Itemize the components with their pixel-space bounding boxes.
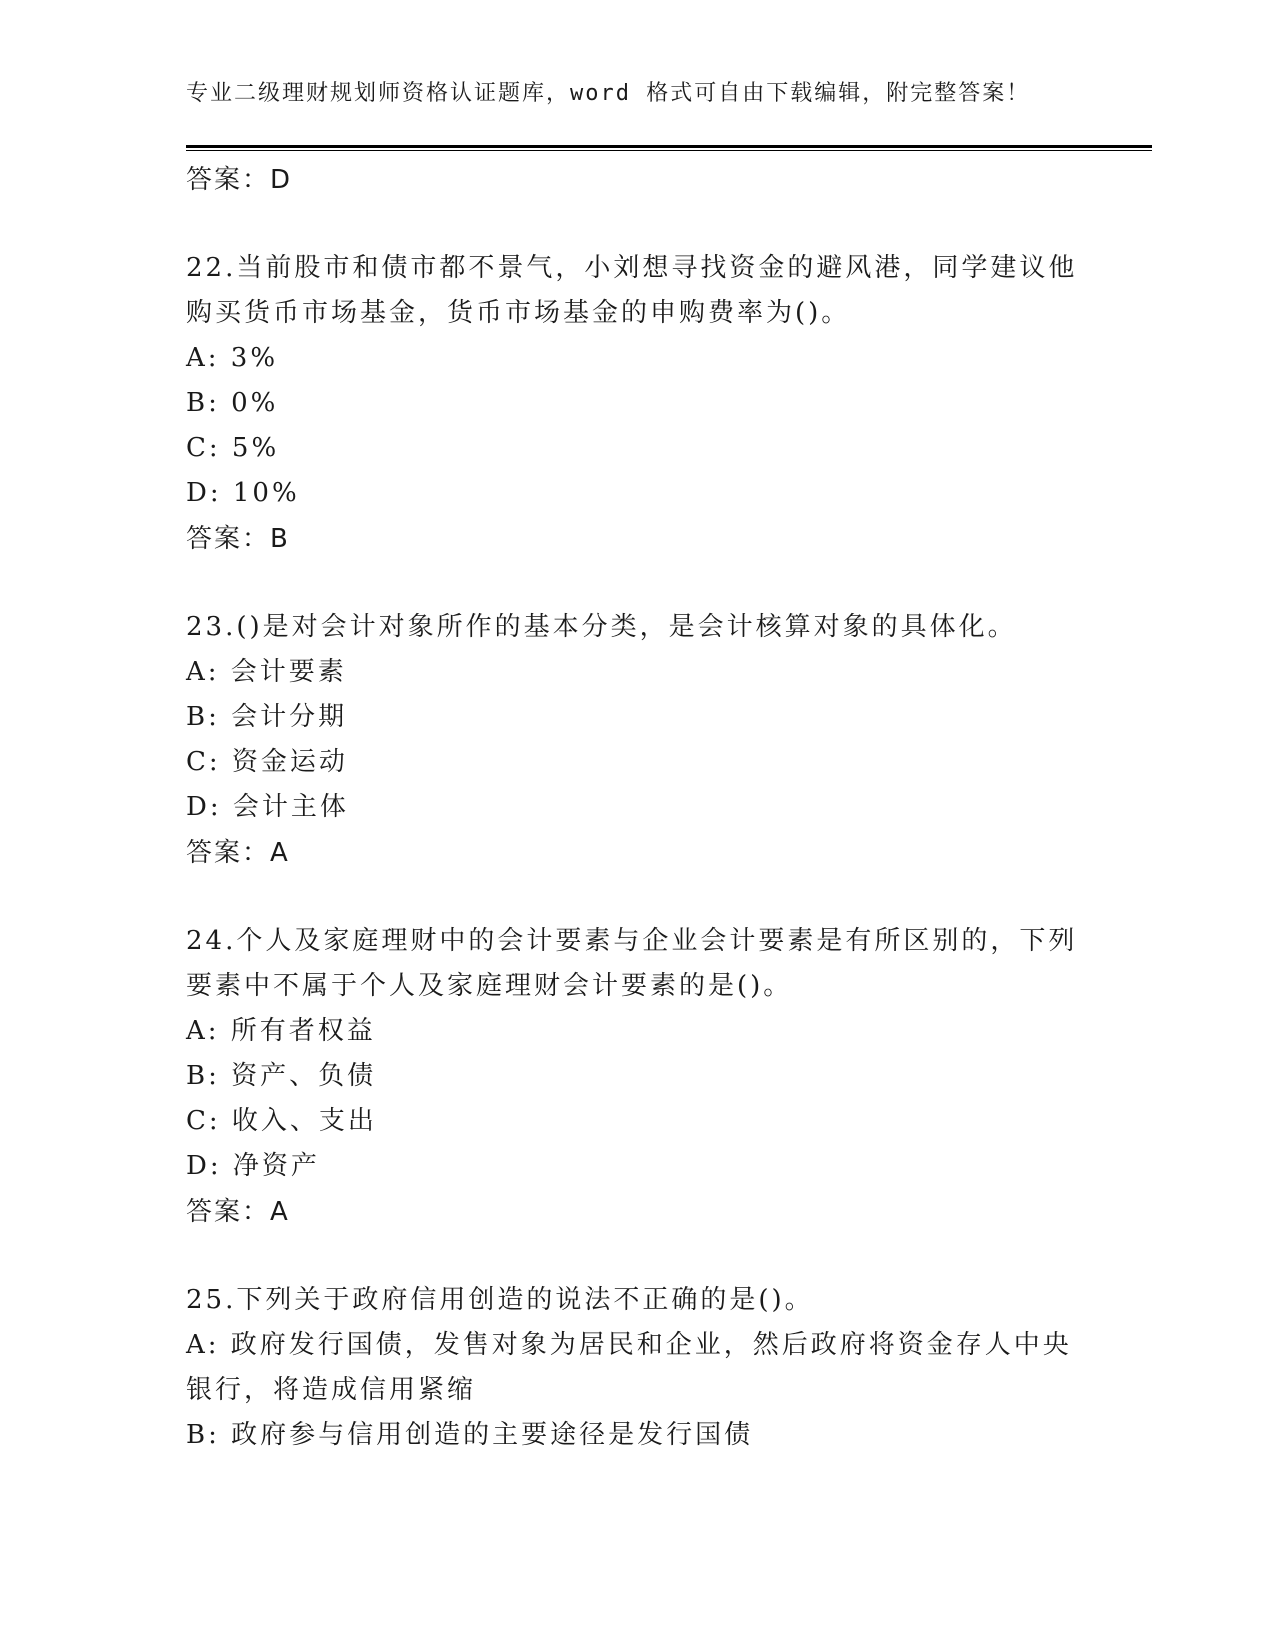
question-block [186,605,1086,876]
answer-line: 答案：D [186,165,293,195]
question-text: 25.下列关于政府信用创造的说法不正确的是()。 [186,1285,814,1315]
question-block [186,919,1086,1235]
option-b: B: 资产、负债 [186,1061,377,1091]
question-list [186,157,1086,1458]
option-c: C: 收入、支出 [186,1106,377,1136]
page-header: 专业二级理财规划师资格认证题库，word 格式可自由下载编辑，附完整答案！ [186,81,1031,106]
header-rule-thin [186,150,1152,151]
option-d: D: 会计主体 [186,792,349,822]
option-a: A: 所有者权益 [186,1016,376,1046]
question-block [186,1278,1086,1458]
option-a: A: 3% [186,343,279,373]
option-d: D: 净资产 [186,1151,320,1181]
answer-line: 答案：A [186,838,290,868]
option-d: D: 10% [186,478,300,508]
option-c: C: 5% [186,433,280,463]
question-text: 24.个人及家庭理财中的会计要素与企业会计要素是有所区别的，下列要素中不属于个人及家庭理财会计要素的是()。 [186,926,1078,1001]
answer-line: 答案：A [186,1197,290,1227]
header-rule-thick [186,145,1152,148]
option-c: C: 资金运动 [186,747,348,777]
question-text: 22.当前股市和债市都不景气，小刘想寻找资金的避风港，同学建议他购买货币市场基金，货币市场基金的申购费率为()。 [186,253,1078,328]
option-b: B: 会计分期 [186,702,348,732]
question-block [186,246,1086,562]
option-b: B: 政府参与信用创造的主要途径是发行国债 [186,1420,754,1450]
option-a: A: 政府发行国债，发售对象为居民和企业，然后政府将资金存人中央银行，将造成信用紧缩 [186,1330,1072,1405]
option-a: A: 会计要素 [186,657,347,687]
answer-line: 答案：B [186,524,290,554]
option-b: B: 0% [186,388,279,418]
question-text: 23.()是对会计对象所作的基本分类，是会计核算对象的具体化。 [186,612,1017,642]
